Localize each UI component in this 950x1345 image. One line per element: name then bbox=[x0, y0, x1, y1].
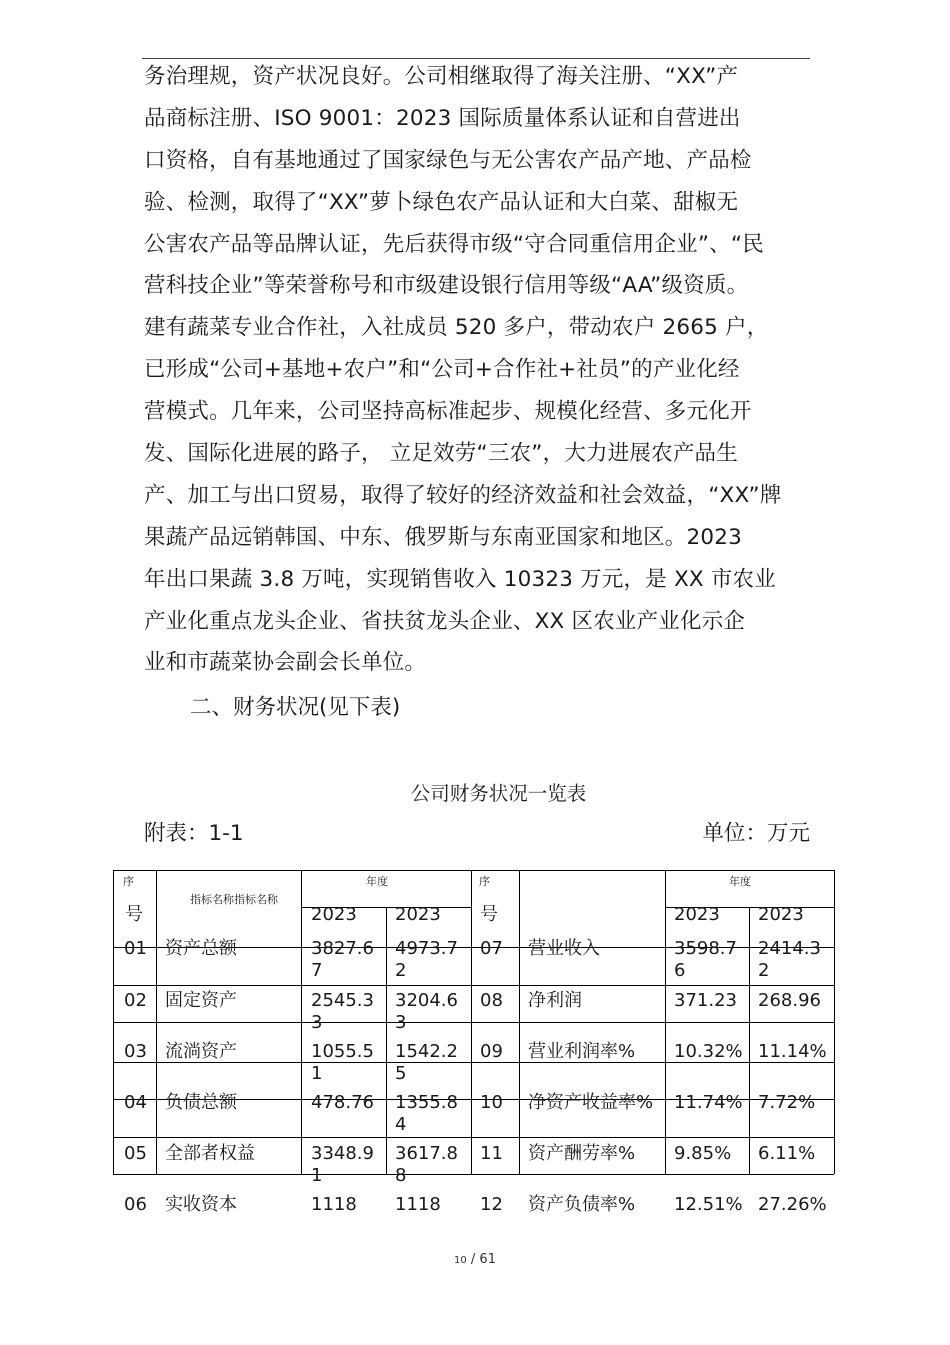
row-no: 10 bbox=[480, 1092, 503, 1113]
row-value-a: 11.74% bbox=[674, 1092, 743, 1113]
table-rule bbox=[113, 985, 834, 986]
paragraph-line: 已形成“公司+基地+农户”和“公司+合作社+社员”的产业化经 bbox=[144, 357, 740, 383]
row-no: 09 bbox=[480, 1041, 503, 1062]
header-year-a-right: 2023 bbox=[674, 904, 720, 925]
row-no: 08 bbox=[480, 990, 503, 1011]
table-rule bbox=[113, 1022, 834, 1023]
row-value-b: 3617.88 bbox=[395, 1143, 458, 1186]
table-rule bbox=[519, 870, 520, 1174]
row-value-a: 3827.67 bbox=[311, 938, 374, 981]
header-seq-bottom-right: 号 bbox=[480, 904, 498, 925]
paragraph-line: 验、检测，取得了“XX”萝卜绿色农产品认证和大白菜、甜椒无 bbox=[144, 189, 739, 215]
row-name: 营业利润率% bbox=[528, 1041, 636, 1062]
row-no: 07 bbox=[480, 938, 503, 959]
row-no: 11 bbox=[480, 1143, 503, 1164]
row-value-b: 4973.72 bbox=[395, 938, 458, 981]
page-total: 61 bbox=[479, 1252, 496, 1267]
table-title: 公司财务状况一览表 bbox=[410, 782, 587, 805]
row-no: 12 bbox=[480, 1194, 503, 1215]
table-rule bbox=[113, 1174, 834, 1175]
table-rule bbox=[834, 870, 835, 1174]
paragraph-line: 品商标注册、ISO 9001：2023 国际质量体系认证和自营进出 bbox=[144, 105, 741, 131]
paragraph-line: 建有蔬菜专业合作社，入社成员 520 多户，带动农户 2665 户， bbox=[144, 315, 769, 341]
section-heading: 二、财务状况(见下表) bbox=[190, 695, 401, 720]
table-rule bbox=[113, 1137, 834, 1138]
row-value-b: 3204.63 bbox=[395, 990, 458, 1033]
header-seq-bottom: 号 bbox=[125, 904, 143, 925]
row-name: 资产酬劳率% bbox=[528, 1143, 636, 1164]
paragraph-line: 业和市蔬菜协会副会长单位。 bbox=[144, 650, 427, 676]
table-rule bbox=[665, 870, 666, 1174]
row-value-a: 10.32% bbox=[674, 1041, 743, 1062]
row-value-b: 6.11% bbox=[758, 1143, 816, 1164]
row-value-b: 1118 bbox=[395, 1194, 441, 1215]
row-value-b: 1355.84 bbox=[395, 1092, 458, 1135]
row-no: 03 bbox=[124, 1041, 147, 1062]
row-no: 04 bbox=[124, 1092, 147, 1113]
row-name: 营业收入 bbox=[528, 938, 600, 959]
header-year-a: 2023 bbox=[311, 904, 357, 925]
paragraph-line: 产业化重点龙头企业、省扶贫龙头企业、XX 区农业产业化示企 bbox=[144, 608, 746, 634]
paragraph-line: 发、国际化进展的路子， 立足效劳“三农”，大力进展农产品生 bbox=[144, 441, 738, 467]
paragraph-line: 年出口果蔬 3.8 万吨，实现销售收入 10323 万元，是 XX 市农业 bbox=[144, 566, 776, 592]
row-name: 实收资本 bbox=[165, 1194, 237, 1215]
row-value-b: 1542.25 bbox=[395, 1041, 458, 1084]
page-number: 10 bbox=[454, 1255, 467, 1266]
table-rule bbox=[749, 907, 750, 1174]
row-value-a: 371.23 bbox=[674, 990, 737, 1011]
page-separator: / bbox=[470, 1252, 476, 1267]
header-year-right: 年度 bbox=[729, 875, 751, 888]
row-value-a: 1055.51 bbox=[311, 1041, 374, 1084]
row-name: 资产总额 bbox=[165, 938, 237, 959]
page-footer bbox=[0, 1252, 950, 1267]
paragraph-line: 务治理规，资产状况良好。公司相继取得了海关注册、“XX”产 bbox=[144, 64, 739, 89]
row-value-b: 11.14% bbox=[758, 1041, 827, 1062]
header-year-b: 2023 bbox=[395, 904, 441, 925]
header-indicator: 指标名称指标名称 bbox=[190, 893, 278, 906]
row-name: 负债总额 bbox=[165, 1092, 237, 1113]
paragraph-line: 口资格，自有基地通过了国家绿色与无公害农产品产地、产品检 bbox=[144, 147, 752, 173]
row-no: 05 bbox=[124, 1143, 147, 1164]
paragraph-line: 果蔬产品远销韩国、中东、俄罗斯与东南亚国家和地区。2023 bbox=[144, 524, 743, 550]
table-rule bbox=[471, 870, 472, 1174]
table-rule bbox=[156, 870, 157, 1174]
row-value-a: 12.51% bbox=[674, 1194, 743, 1215]
row-no: 06 bbox=[124, 1194, 147, 1215]
table-rule bbox=[301, 870, 302, 1174]
row-value-b: 2414.32 bbox=[758, 938, 821, 981]
row-value-a: 9.85% bbox=[674, 1143, 732, 1164]
row-value-b: 7.72% bbox=[758, 1092, 816, 1113]
row-value-a: 2545.33 bbox=[311, 990, 374, 1033]
appendix-label: 附表：1-1 bbox=[144, 821, 244, 846]
header-seq-top: 序 bbox=[123, 875, 134, 888]
paragraph-line: 产、加工与出口贸易，取得了较好的经济效益和社会效益，“XX”牌 bbox=[144, 482, 782, 508]
row-value-b: 268.96 bbox=[758, 990, 821, 1011]
table-rule bbox=[113, 870, 114, 1174]
paragraph-line: 公害农产品等品牌认证，先后获得市级“守合同重信用企业”、“民 bbox=[144, 231, 764, 257]
row-name: 全部者权益 bbox=[165, 1143, 255, 1164]
row-value-b: 27.26% bbox=[758, 1194, 827, 1215]
header-year: 年度 bbox=[366, 875, 388, 888]
row-name: 固定资产 bbox=[165, 990, 237, 1011]
row-value-a: 478.76 bbox=[311, 1092, 374, 1113]
row-value-a: 1118 bbox=[311, 1194, 357, 1215]
table-rule bbox=[113, 870, 834, 871]
paragraph-line: 营模式。几年来，公司坚持高标准起步、规模化经营、多元化开 bbox=[144, 399, 752, 425]
header-year-b-right: 2023 bbox=[758, 904, 804, 925]
paragraph-line: 营科技企业”等荣誉称号和市级建设银行信用等级“AA”级资质。 bbox=[144, 273, 749, 299]
row-name: 净资产收益率% bbox=[528, 1092, 654, 1113]
row-name: 资产负债率% bbox=[528, 1194, 636, 1215]
row-value-a: 3348.91 bbox=[311, 1143, 374, 1186]
row-name: 净利润 bbox=[528, 990, 582, 1011]
unit-label: 单位：万元 bbox=[702, 821, 810, 846]
row-name: 流淌资产 bbox=[165, 1041, 237, 1062]
row-no: 01 bbox=[124, 938, 147, 959]
header-seq-top-right: 序 bbox=[479, 875, 490, 888]
table-rule bbox=[386, 907, 387, 1174]
row-value-a: 3598.76 bbox=[674, 938, 737, 981]
row-no: 02 bbox=[124, 990, 147, 1011]
